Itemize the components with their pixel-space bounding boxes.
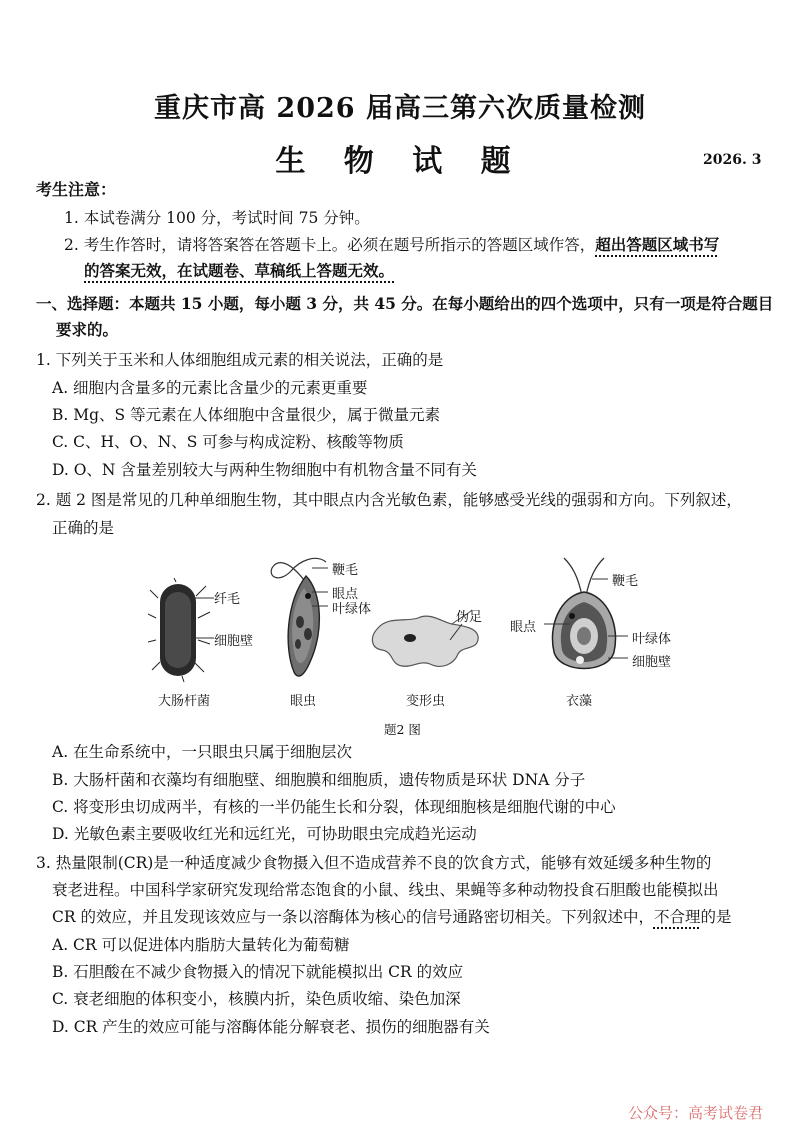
amoeba-leader-line [448, 622, 468, 642]
notice-heading: 考生注意： [36, 180, 117, 199]
q3-option-a: A. CR 可以促进体内脂肪大量转化为葡萄糖 [52, 936, 350, 954]
euglena-label-eyespot: 眼点 [332, 587, 359, 602]
euglena-label-chloroplast: 叶绿体 [332, 602, 372, 617]
chlamydomonas-right-leaders [606, 628, 630, 664]
q1-option-b: B. Mg、S 等元素在人体细胞中含量很少，属于微量元素 [52, 406, 441, 424]
q2-stem-cont: 正确的是 [52, 519, 115, 537]
exam-subject: 生 物 试 题 [275, 144, 525, 179]
exam-date: 2026. 3 [703, 152, 762, 168]
chlamydomonas-label-eyespot: 眼点 [510, 620, 537, 635]
q2-option-b: B. 大肠杆菌和衣藻均有细胞壁、细胞膜和细胞质，遗传物质是环状 DNA 分子 [52, 771, 586, 789]
ecoli-label-cilia: 纤毛 [214, 592, 241, 607]
figure-caption: 题2 图 [384, 722, 421, 737]
q1-option-d: D. O、N 含量差别较大与两种生物细胞中有机物含量不同有关 [52, 461, 477, 479]
figure-name-euglena: 眼虫 [290, 694, 317, 709]
chlamydomonas-eyespot-leader [542, 616, 572, 630]
chlamydomonas-flagellum-leader [562, 575, 610, 591]
q2-option-d: D. 光敏色素主要吸收红光和远红光，可协助眼虫完成趋光运动 [52, 825, 477, 843]
q1-option-a: A. 细胞内含量多的元素比含量少的元素更重要 [52, 379, 368, 397]
exam-title: 重庆市高 2026 届高三第六次质量检测 [154, 93, 646, 124]
amoeba-label-pseudopod: 伪足 [456, 610, 483, 625]
section-1-heading: 一、选择题：本题共 15 小题，每小题 3 分，共 45 分。在每小题给出的四个选项中，只有一项是符合题目 [36, 294, 774, 313]
q2-option-c: C. 将变形虫切成两半，有核的一半仍能生长和分裂，体现细胞核是细胞代谢的中心 [52, 798, 616, 816]
q3-option-d: D. CR 产生的效应可能与溶酶体能分解衰老、损伤的细胞器有关 [52, 1018, 490, 1036]
figure-name-ecoli: 大肠杆菌 [158, 694, 211, 709]
q1-option-c: C. C、H、O、N、S 可参与构成淀粉、核酸等物质 [52, 433, 404, 451]
q1-stem: 1. 下列关于玉米和人体细胞组成元素的相关说法，正确的是 [36, 351, 444, 369]
notice-item-2-emphasis-a: 超出答题区域书写 [595, 235, 720, 254]
ecoli-label-cell-wall: 细胞壁 [214, 634, 254, 649]
chlamydomonas-label-cell-wall: 细胞壁 [632, 655, 672, 670]
q3-option-c: C. 衰老细胞的体积变小，核膜内折，染色质收缩、染色加深 [52, 990, 461, 1008]
q3-option-b: B. 石胆酸在不减少食物摄入的情况下就能模拟出 CR 的效应 [52, 963, 464, 981]
q3-stem: 3. 热量限制(CR)是一种适度减少食物摄入但不造成营养不良的饮食方式，能够有效延缓多种生物的 [36, 854, 712, 872]
q2-option-a: A. 在生命系统中，一只眼虫只属于细胞层次 [52, 743, 353, 761]
euglena-label-flagellum: 鞭毛 [332, 563, 359, 578]
figure-name-amoeba: 变形虫 [406, 694, 446, 709]
q3-stem-cont-2-suffix: 的是 [700, 908, 732, 926]
figure-name-chlamydomonas: 衣藻 [566, 694, 593, 709]
notice-item-2 [64, 235, 719, 255]
watermark-text: 公众号：高考试卷君 [628, 1104, 764, 1122]
section-1-heading-cont: 要求的。 [56, 320, 119, 339]
notice-item-2-prefix: 2. 考生作答时，请将答案答在答题卡上。必须在题号所指示的答题区域作答， [64, 236, 596, 254]
q3-stem-cont-2 [52, 907, 732, 927]
q3-stem-cont-2-prefix: CR 的效应，并且发现该效应与一条以溶酶体为核心的信号通路密切相关。下列叙述中， [52, 908, 654, 926]
notice-item-2-emphasis-b: 的答案无效，在试题卷、草稿纸上答题无效。 [84, 261, 395, 280]
euglena-leader-lines [310, 566, 330, 610]
q2-stem: 2. 题 2 图是常见的几种单细胞生物，其中眼点内含光敏色素，能够感受光线的强弱和方向。下列叙述， [36, 491, 742, 509]
chlamydomonas-label-chloroplast: 叶绿体 [632, 632, 672, 647]
chlamydomonas-label-flagellum: 鞭毛 [612, 574, 639, 589]
notice-item-1: 1. 本试卷满分 100 分，考试时间 75 分钟。 [64, 209, 370, 227]
q3-emphasis: 不合理 [653, 908, 701, 926]
q3-stem-cont-1: 衰老进程。中国科学家研究发现给常态饱食的小鼠、线虫、果蝇等多种动物投食石胆酸也能模拟出 [52, 881, 719, 899]
